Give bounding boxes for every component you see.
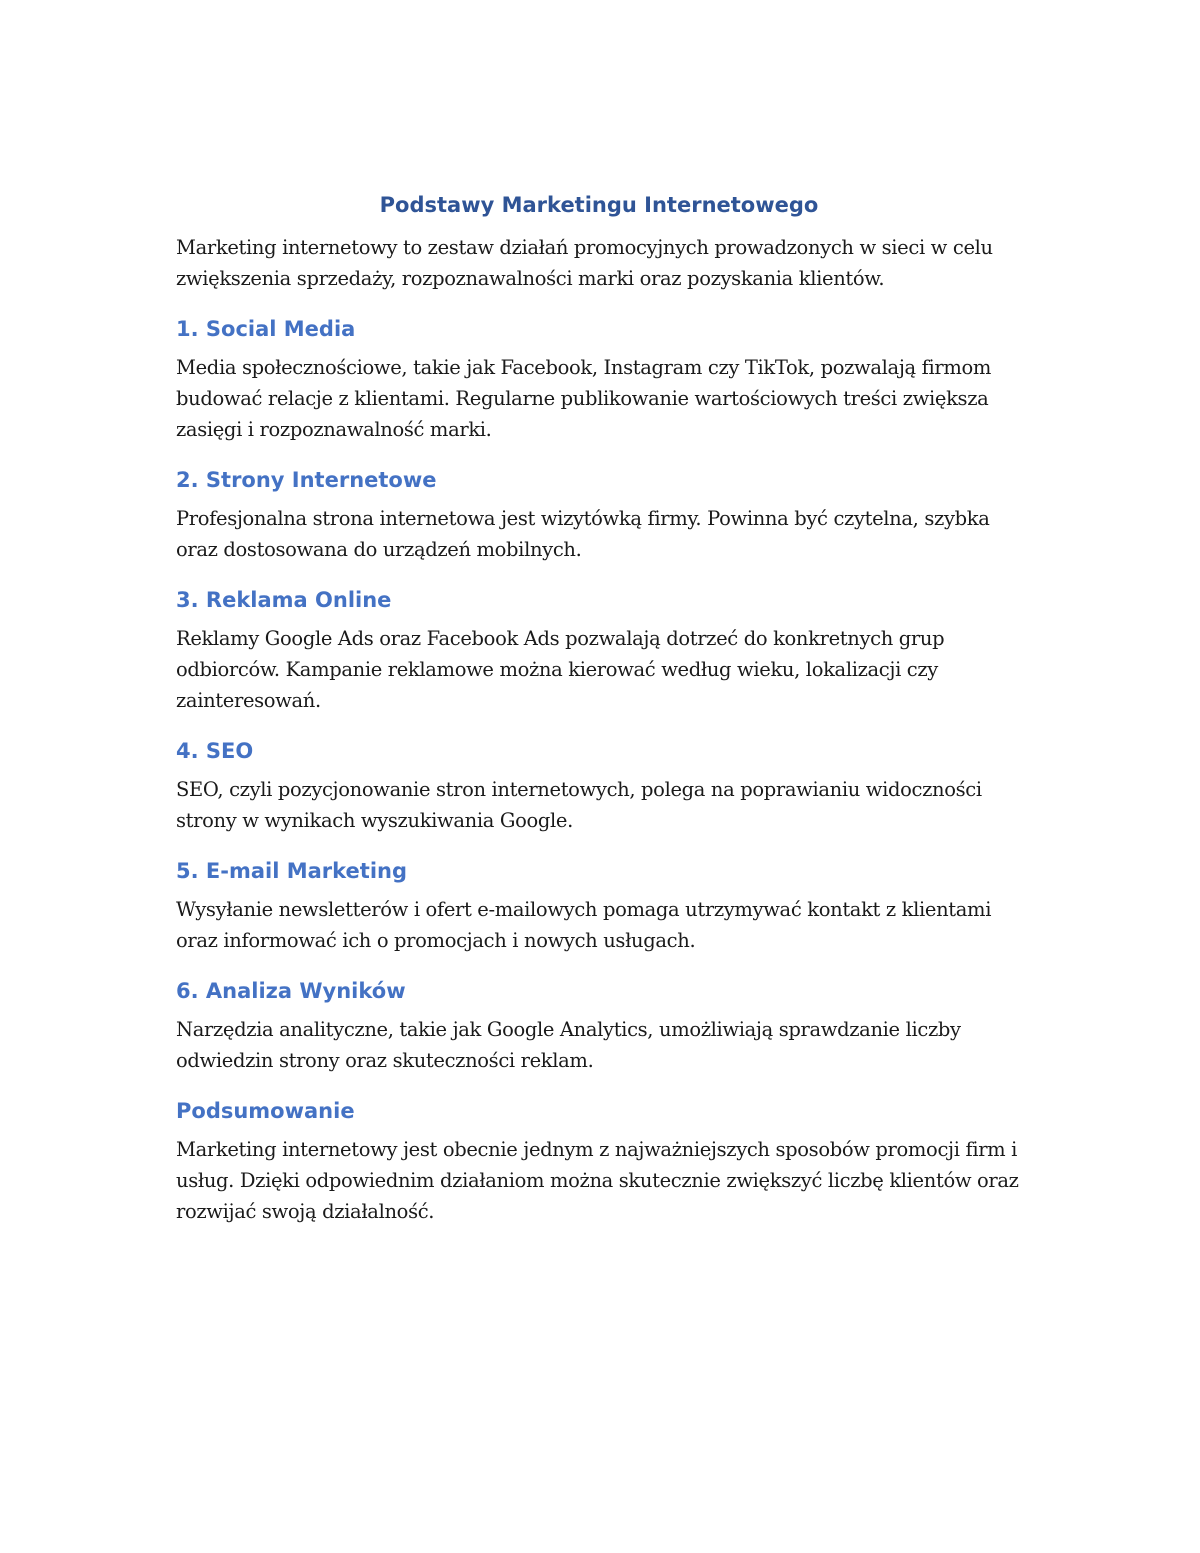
section-heading: Podsumowanie: [176, 1099, 355, 1123]
section-body: SEO, czyli pozycjonowanie stron internetowych, polega na poprawianiu widoczności strony w wynikach wyszukiwania Google.: [176, 778, 982, 832]
section-heading: 5. E-mail Marketing: [176, 859, 408, 883]
section-body: Media społecznościowe, takie jak Facebook, Instagram czy TikTok, pozwalają firmom budować relacje z klientami. Regularne publikowanie wartościowych treści zwiększa zasięgi i rozpoznawalność marki.: [176, 356, 992, 441]
section-body: Reklamy Google Ads oraz Facebook Ads pozwalają dotrzeć do konkretnych grup odbiorców. Kampanie reklamowe można kierować według wieku, lokalizacji czy zainteresowań.: [176, 627, 945, 712]
section-seo: [176, 734, 1036, 836]
section-summary: [176, 1094, 1036, 1227]
document-content: [176, 188, 1036, 1227]
section-body: Marketing internetowy jest obecnie jednym z najważniejszych sposobów promocji firm i usług. Dzięki odpowiednim działaniom można skutecznie zwiększyć liczbę klientów oraz rozwijać swoją działalność.: [176, 1138, 1019, 1223]
section-email-marketing: [176, 854, 1036, 956]
section-online-ads: [176, 583, 1036, 716]
section-websites: [176, 463, 1036, 565]
section-body: Wysyłanie newsletterów i ofert e-mailowych pomaga utrzymywać kontakt z klientami oraz informować ich o promocjach i nowych usługach.: [176, 898, 992, 952]
section-body: Profesjonalna strona internetowa jest wizytówką firmy. Powinna być czytelna, szybka oraz dostosowana do urządzeń mobilnych.: [176, 507, 990, 561]
intro-paragraph: Marketing internetowy to zestaw działań promocyjnych prowadzonych w sieci w celu zwiększenia sprzedaży, rozpoznawalności marki oraz pozyskania klientów.: [176, 236, 993, 290]
section-heading: 1. Social Media: [176, 317, 356, 341]
section-heading: 3. Reklama Online: [176, 588, 392, 612]
section-body: Narzędzia analityczne, takie jak Google Analytics, umożliwiają sprawdzanie liczby odwiedzin strony oraz skuteczności reklam.: [176, 1018, 961, 1072]
section-heading: 2. Strony Internetowe: [176, 468, 437, 492]
section-heading: 6. Analiza Wyników: [176, 979, 406, 1003]
section-results-analysis: [176, 974, 1036, 1076]
section-heading: 4. SEO: [176, 739, 254, 763]
document-title: Podstawy Marketingu Internetowego: [379, 193, 819, 217]
section-social-media: [176, 312, 1036, 445]
